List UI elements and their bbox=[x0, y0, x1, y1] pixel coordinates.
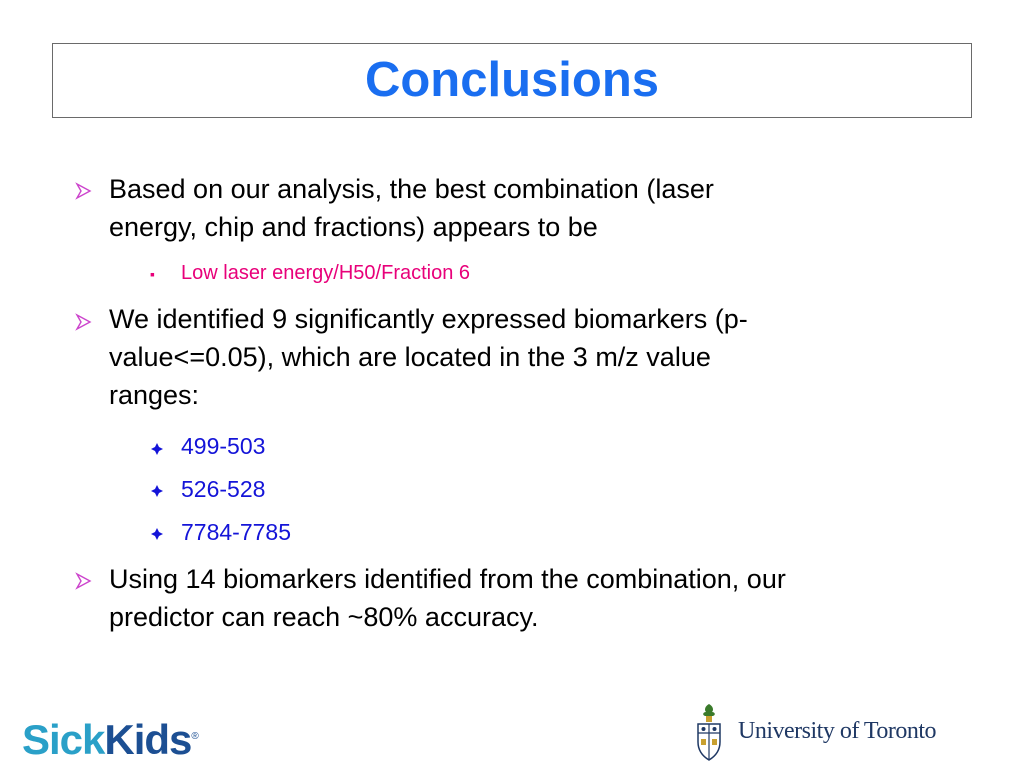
bullet-line: value<=0.05), which are located in the 3 m/z value bbox=[109, 342, 711, 372]
sub-bullet-item: 7784-7785 bbox=[181, 519, 291, 545]
diamond-bullet-icon bbox=[150, 484, 164, 498]
bullet-item bbox=[109, 560, 969, 636]
sub-bullet-item: Low laser energy/H50/Fraction 6 bbox=[181, 262, 471, 284]
arrow-bullet-icon bbox=[74, 181, 94, 201]
bullet-line: energy, chip and fractions) appears to be bbox=[109, 212, 598, 242]
bullet-item bbox=[109, 170, 969, 246]
arrow-bullet-icon bbox=[74, 312, 94, 332]
sub-bullet-item: 499-503 bbox=[181, 433, 266, 459]
square-bullet-icon: ▪ bbox=[150, 266, 155, 282]
sickkids-logo-part1: Sick bbox=[22, 716, 105, 763]
bullet-line: We identified 9 significantly expressed biomarkers (p- bbox=[109, 304, 748, 334]
slide-title: Conclusions bbox=[364, 53, 660, 107]
arrow-bullet-icon bbox=[74, 571, 94, 591]
trademark-mark: ® bbox=[191, 731, 198, 742]
diamond-bullet-icon bbox=[150, 442, 164, 456]
sub-bullet-item: 526-528 bbox=[181, 476, 266, 502]
sickkids-logo bbox=[22, 712, 198, 765]
uoft-wordmark: University of Toronto bbox=[738, 718, 937, 744]
bullet-line: Based on our analysis, the best combination (laser bbox=[109, 174, 714, 204]
bullet-line: predictor can reach ~80% accuracy. bbox=[109, 602, 539, 632]
bullet-line: ranges: bbox=[109, 380, 200, 410]
bullet-line: Using 14 biomarkers identified from the combination, our bbox=[109, 564, 786, 594]
diamond-bullet-icon bbox=[150, 527, 164, 541]
uoft-crest-icon bbox=[692, 702, 726, 762]
sickkids-logo-part2: Kids bbox=[104, 716, 192, 763]
bullet-item bbox=[109, 300, 969, 414]
